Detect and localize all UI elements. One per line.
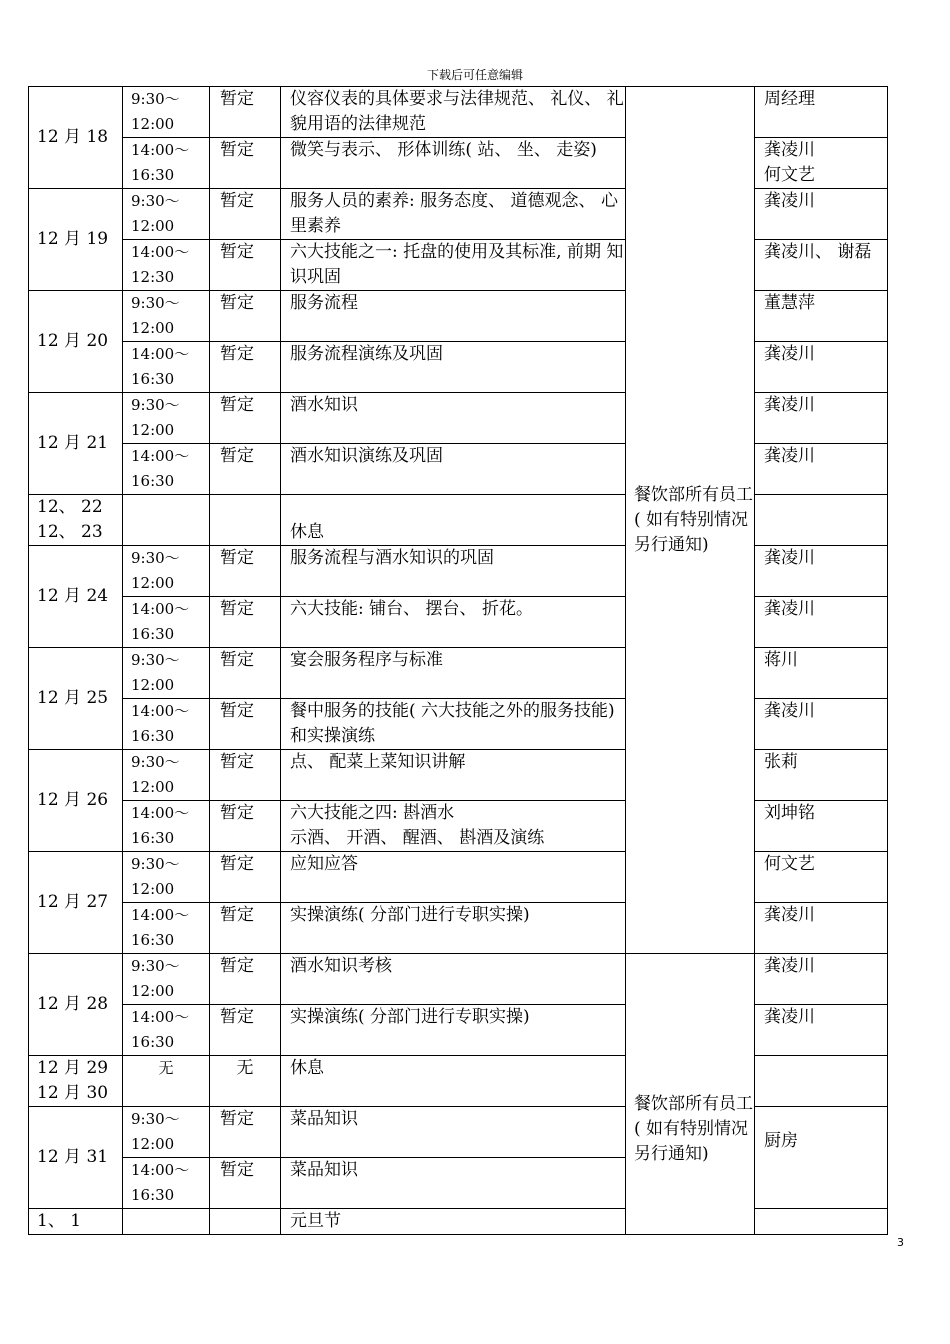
- instructor-cell: 何文艺: [755, 852, 888, 903]
- instructor-cell: 龚凌川: [755, 954, 888, 1005]
- time-cell: 14:00～ 16:30: [123, 699, 210, 750]
- instructor-cell: [755, 495, 888, 546]
- instructor-cell: 龚凌川: [755, 546, 888, 597]
- instructor-cell: 张莉: [755, 750, 888, 801]
- date-cell: 12、 22 12、 23: [29, 495, 123, 546]
- status-cell: 暂定: [210, 1005, 281, 1056]
- topic-cell: 酒水知识: [281, 393, 626, 444]
- topic-cell: 实操演练( 分部门进行专职实操): [281, 903, 626, 954]
- table-row: [29, 1209, 888, 1235]
- time-cell: 14:00～ 12:30: [123, 240, 210, 291]
- table-row: [29, 648, 888, 699]
- status-cell: 暂定: [210, 852, 281, 903]
- time-cell: 9:30～ 12:00: [123, 291, 210, 342]
- table-row: [29, 903, 888, 954]
- instructor-cell: 龚凌川 何文艺: [755, 138, 888, 189]
- instructor-cell: 周经理: [755, 87, 888, 138]
- date-cell: 12 月 21: [29, 393, 123, 495]
- status-cell: 暂定: [210, 393, 281, 444]
- status-cell: 暂定: [210, 903, 281, 954]
- table-row: [29, 444, 888, 495]
- status-cell: [210, 495, 281, 546]
- time-cell: 9:30～ 12:00: [123, 189, 210, 240]
- instructor-cell: 龚凌川: [755, 189, 888, 240]
- status-cell: 暂定: [210, 1107, 281, 1158]
- topic-cell: 休息: [281, 1056, 626, 1107]
- time-cell: 9:30～ 12:00: [123, 1107, 210, 1158]
- date-cell: 12 月 29 12 月 30: [29, 1056, 123, 1107]
- date-cell: 12 月 18: [29, 87, 123, 189]
- status-cell: 暂定: [210, 240, 281, 291]
- table-row: [29, 801, 888, 852]
- date-cell: 12 月 28: [29, 954, 123, 1056]
- topic-cell: 点、 配菜上菜知识讲解: [281, 750, 626, 801]
- date-cell: 1、 1: [29, 1209, 123, 1235]
- time-cell: 无: [123, 1056, 210, 1107]
- topic-cell: 服务流程: [281, 291, 626, 342]
- status-cell: 暂定: [210, 597, 281, 648]
- status-cell: 暂定: [210, 699, 281, 750]
- status-cell: 暂定: [210, 801, 281, 852]
- topic-cell: 酒水知识演练及巩固: [281, 444, 626, 495]
- date-cell: 12 月 31: [29, 1107, 123, 1209]
- table-row: [29, 699, 888, 750]
- time-cell: 9:30～ 12:00: [123, 852, 210, 903]
- time-cell: 14:00～ 16:30: [123, 801, 210, 852]
- topic-cell: 休息: [281, 495, 626, 546]
- instructor-cell: [755, 1056, 888, 1107]
- date-cell: 12 月 27: [29, 852, 123, 954]
- time-cell: 14:00～ 16:30: [123, 1005, 210, 1056]
- topic-cell: 实操演练( 分部门进行专职实操): [281, 1005, 626, 1056]
- topic-cell: 六大技能: 铺台、 摆台、 折花。: [281, 597, 626, 648]
- instructor-cell: 董慧萍: [755, 291, 888, 342]
- table-row: [29, 495, 888, 546]
- topic-cell: 菜品知识: [281, 1158, 626, 1209]
- topic-cell: 应知应答: [281, 852, 626, 903]
- status-cell: 暂定: [210, 87, 281, 138]
- table-row: [29, 393, 888, 444]
- topic-cell: 服务人员的素养: 服务态度、 道德观念、 心里素养: [281, 189, 626, 240]
- topic-cell: 菜品知识: [281, 1107, 626, 1158]
- table-row: [29, 750, 888, 801]
- date-cell: 12 月 20: [29, 291, 123, 393]
- time-cell: 14:00～ 16:30: [123, 444, 210, 495]
- table-row: [29, 1005, 888, 1056]
- time-cell: [123, 495, 210, 546]
- table-row: [29, 546, 888, 597]
- training-schedule-table: [28, 86, 888, 1235]
- status-cell: 暂定: [210, 138, 281, 189]
- time-cell: 9:30～ 12:00: [123, 954, 210, 1005]
- status-cell: 暂定: [210, 648, 281, 699]
- instructor-cell: 龚凌川: [755, 1005, 888, 1056]
- instructor-cell: 刘坤铭: [755, 801, 888, 852]
- table-row: [29, 342, 888, 393]
- topic-cell: 服务流程与酒水知识的巩固: [281, 546, 626, 597]
- instructor-cell: 龚凌川: [755, 342, 888, 393]
- instructor-cell: 龚凌川、 谢磊: [755, 240, 888, 291]
- time-cell: 9:30～ 12:00: [123, 87, 210, 138]
- topic-cell: 六大技能之四: 斟酒水 示酒、 开酒、 醒酒、 斟酒及演练: [281, 801, 626, 852]
- table-row: [29, 852, 888, 903]
- instructor-cell: 龚凌川: [755, 444, 888, 495]
- topic-cell: 微笑与表示、 形体训练( 站、 坐、 走姿): [281, 138, 626, 189]
- instructor-cell: 蒋川: [755, 648, 888, 699]
- time-cell: 14:00～ 16:30: [123, 903, 210, 954]
- time-cell: 14:00～ 16:30: [123, 138, 210, 189]
- table-row: [29, 240, 888, 291]
- page-number: 3: [897, 1236, 904, 1249]
- table-row: [29, 87, 888, 138]
- status-cell: 暂定: [210, 342, 281, 393]
- participants-cell: 餐饮部所有员工( 如有特别情况另行通知): [626, 954, 755, 1235]
- time-cell: 9:30～ 12:00: [123, 750, 210, 801]
- topic-cell: 酒水知识考核: [281, 954, 626, 1005]
- status-cell: 暂定: [210, 750, 281, 801]
- status-cell: 暂定: [210, 1158, 281, 1209]
- participants-cell: 餐饮部所有员工( 如有特别情况另行通知): [626, 87, 755, 954]
- instructor-cell: 龚凌川: [755, 903, 888, 954]
- topic-cell: 服务流程演练及巩固: [281, 342, 626, 393]
- table-row: [29, 138, 888, 189]
- topic-cell: 仪容仪表的具体要求与法律规范、 礼仪、 礼貌用语的法律规范: [281, 87, 626, 138]
- date-cell: 12 月 24: [29, 546, 123, 648]
- status-cell: 无: [210, 1056, 281, 1107]
- date-cell: 12 月 25: [29, 648, 123, 750]
- status-cell: 暂定: [210, 546, 281, 597]
- table-row: [29, 1107, 888, 1158]
- topic-cell: 六大技能之一: 托盘的使用及其标准, 前期 知识巩固: [281, 240, 626, 291]
- time-cell: 9:30～ 12:00: [123, 393, 210, 444]
- time-cell: 14:00～ 16:30: [123, 342, 210, 393]
- time-cell: 14:00～ 16:30: [123, 1158, 210, 1209]
- time-cell: [123, 1209, 210, 1235]
- table-row: [29, 954, 888, 1005]
- topic-cell: 宴会服务程序与标准: [281, 648, 626, 699]
- topic-cell: 元旦节: [281, 1209, 626, 1235]
- status-cell: 暂定: [210, 444, 281, 495]
- time-cell: 14:00～ 16:30: [123, 597, 210, 648]
- date-cell: 12 月 26: [29, 750, 123, 852]
- table-row: [29, 597, 888, 648]
- topic-cell: 餐中服务的技能( 六大技能之外的服务技能) 和实操演练: [281, 699, 626, 750]
- table-row: [29, 189, 888, 240]
- instructor-cell: [755, 1209, 888, 1235]
- header-note: 下载后可任意编辑: [426, 68, 523, 82]
- status-cell: 暂定: [210, 954, 281, 1005]
- status-cell: 暂定: [210, 291, 281, 342]
- instructor-cell: 厨房: [755, 1107, 888, 1209]
- table-row: [29, 1056, 888, 1107]
- instructor-cell: 龚凌川: [755, 699, 888, 750]
- status-cell: 暂定: [210, 189, 281, 240]
- table-row: [29, 291, 888, 342]
- time-cell: 9:30～ 12:00: [123, 648, 210, 699]
- status-cell: [210, 1209, 281, 1235]
- date-cell: 12 月 19: [29, 189, 123, 291]
- time-cell: 9:30～ 12:00: [123, 546, 210, 597]
- instructor-cell: 龚凌川: [755, 393, 888, 444]
- instructor-cell: 龚凌川: [755, 597, 888, 648]
